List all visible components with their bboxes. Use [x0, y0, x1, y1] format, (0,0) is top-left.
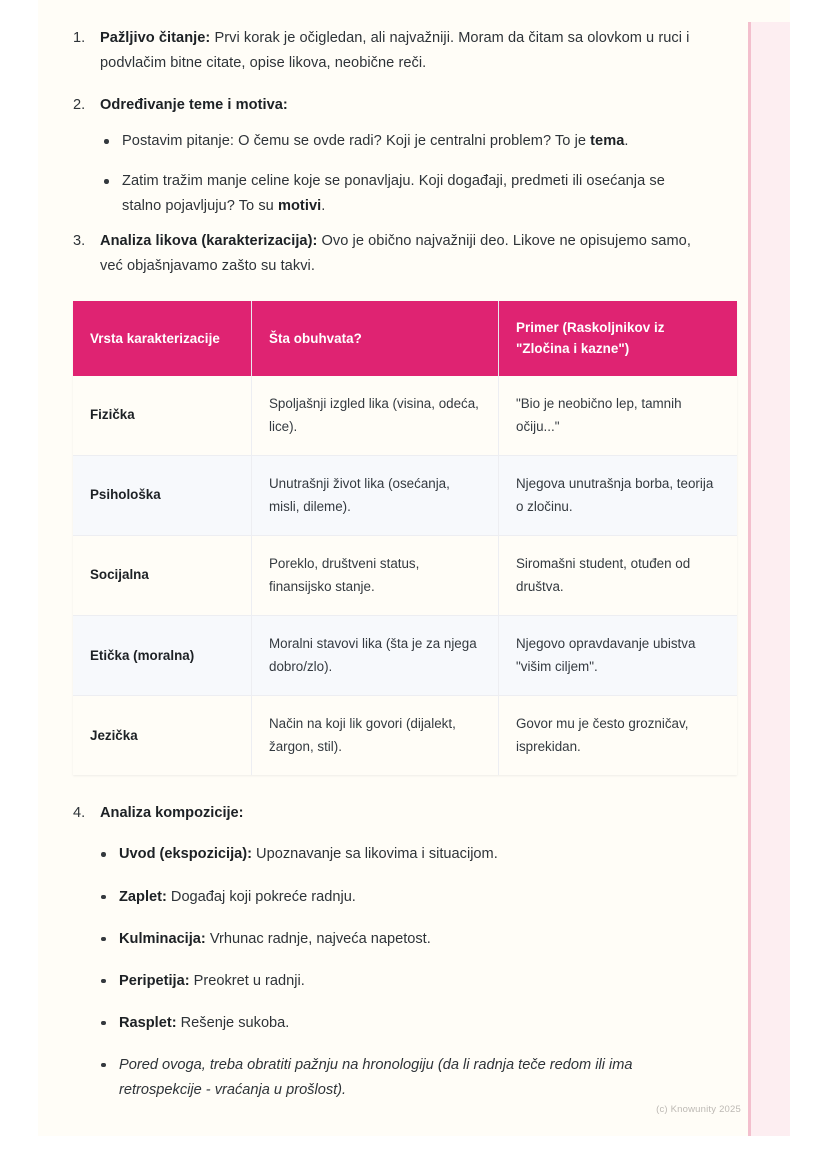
- table-cell-covers: Spoljašnji izgled lika (visina, odeća, lice).: [252, 376, 499, 456]
- sublist-item-tema-pre: Postavim pitanje: O čemu se ovde radi? Koji je centralni problem? To je: [122, 133, 591, 150]
- table-row: [73, 536, 737, 616]
- table-row: [73, 456, 737, 536]
- table-body: [73, 376, 737, 775]
- table-cell-covers: Unutrašnji život lika (osećanja, misli, dileme).: [252, 456, 499, 536]
- step-3-title: Analiza likova (karakterizacija):: [100, 232, 318, 249]
- table-cell-name: Etička (moralna): [73, 616, 252, 696]
- sublist-item-motivi: [100, 169, 691, 219]
- composition-list: [71, 842, 691, 1103]
- composition-item-text: Vrhunac radnje, najveća napetost.: [205, 930, 431, 947]
- table-header-row: [73, 301, 737, 376]
- sublist-item-motivi-post: .: [321, 198, 326, 215]
- table-cell-name: Jezička: [73, 696, 252, 776]
- characterization-table-wrapper: [73, 301, 714, 776]
- step-2-title: Određivanje teme i motiva:: [100, 97, 288, 114]
- step-1-title: Pažljivo čitanje:: [100, 30, 211, 46]
- step-2-sublist: [100, 129, 691, 219]
- table-cell-example: Siromašni student, otuđen od društva.: [499, 536, 738, 616]
- table-cell-name: Psihološka: [73, 456, 252, 536]
- table-cell-covers: Način na koji lik govori (dijalekt, žargon, stil).: [252, 696, 499, 776]
- copyright-watermark: (c) Knowunity 2025: [656, 1104, 741, 1115]
- table-row: [73, 616, 737, 696]
- composition-number: 4.: [73, 805, 86, 822]
- step-1-text: Prvi korak je očigledan, ali najvažniji. Moram da čitam sa olovkom u ruci i podvlačim bitne citate, opise likova, neobične reči.: [100, 30, 690, 72]
- composition-item-note: Pored ovoga, treba obratiti pažnju na hronologiju (da li radnja teče redom ili ima retrospekcije - vraćanja u prošlost).: [119, 1056, 633, 1098]
- composition-item-label: Zaplet:: [119, 888, 167, 905]
- sublist-item-motivi-pre: Zatim tražim manje celine koje se ponavljaju. Koji događaji, predmeti ili osećanja se stalno pojavljuju? To su: [122, 173, 665, 215]
- composition-item-label: Kulminacija:: [119, 930, 206, 947]
- step-item-1: [71, 26, 691, 76]
- table-cell-example: Njegovo opravdavanje ubistva "višim ciljem".: [499, 616, 738, 696]
- composition-item-text: Upoznavanje sa likovima i situacijom.: [252, 846, 498, 863]
- composition-item-text: Rešenje sukoba.: [176, 1014, 290, 1031]
- table-header-primer: Primer (Raskoljnikov iz "Zločina i kazne"): [499, 301, 738, 376]
- list-item: [97, 885, 691, 910]
- composition-item-label: Peripetija:: [119, 972, 190, 989]
- list-item: [97, 1011, 691, 1036]
- table-cell-example: "Bio je neobično lep, tamnih očiju...": [499, 376, 738, 456]
- composition-heading: [71, 801, 691, 826]
- table-cell-covers: Poreklo, društveni status, finansijsko stanje.: [252, 536, 499, 616]
- list-item: [97, 927, 691, 952]
- list-item: [97, 842, 691, 867]
- table-header-obuhvata: Šta obuhvata?: [252, 301, 499, 376]
- composition-item-label: Uvod (ekspozicija):: [119, 846, 252, 863]
- list-item: [97, 1053, 691, 1103]
- table-header: [73, 301, 737, 376]
- sublist-item-tema: [100, 129, 691, 154]
- step-item-3: [71, 229, 691, 279]
- table-header-vrsta: Vrsta karakterizacije: [73, 301, 252, 376]
- composition-item-text: Događaj koji pokreće radnju.: [166, 888, 356, 905]
- composition-item-label: Rasplet:: [119, 1014, 177, 1031]
- composition-item-text: Preokret u radnji.: [189, 972, 305, 989]
- analysis-steps-list: [71, 26, 691, 279]
- list-item: [97, 969, 691, 994]
- table-cell-example: Njegova unutrašnja borba, teorija o zločinu.: [499, 456, 738, 536]
- table-cell-covers: Moralni stavovi lika (šta je za njega dobro/zlo).: [252, 616, 499, 696]
- sublist-item-tema-post: .: [624, 133, 629, 150]
- page-side-stripe: [748, 22, 790, 1136]
- table-cell-name: Socijalna: [73, 536, 252, 616]
- characterization-table: [73, 301, 737, 776]
- step-3-text: Ovo je obično najvažniji deo. Likove ne opisujemo samo, već objašnjavamo zašto su takvi.: [100, 232, 691, 274]
- table-row: [73, 696, 737, 776]
- table-cell-example: Govor mu je često grozničav, isprekidan.: [499, 696, 738, 776]
- document-page: [38, 0, 790, 1136]
- table-row: [73, 376, 737, 456]
- table-cell-name: Fizička: [73, 376, 252, 456]
- step-item-2: [71, 93, 691, 219]
- composition-title: Analiza kompozicije:: [100, 805, 244, 822]
- sublist-item-motivi-bold: motivi: [277, 198, 322, 215]
- sublist-item-tema-bold: tema: [590, 133, 625, 150]
